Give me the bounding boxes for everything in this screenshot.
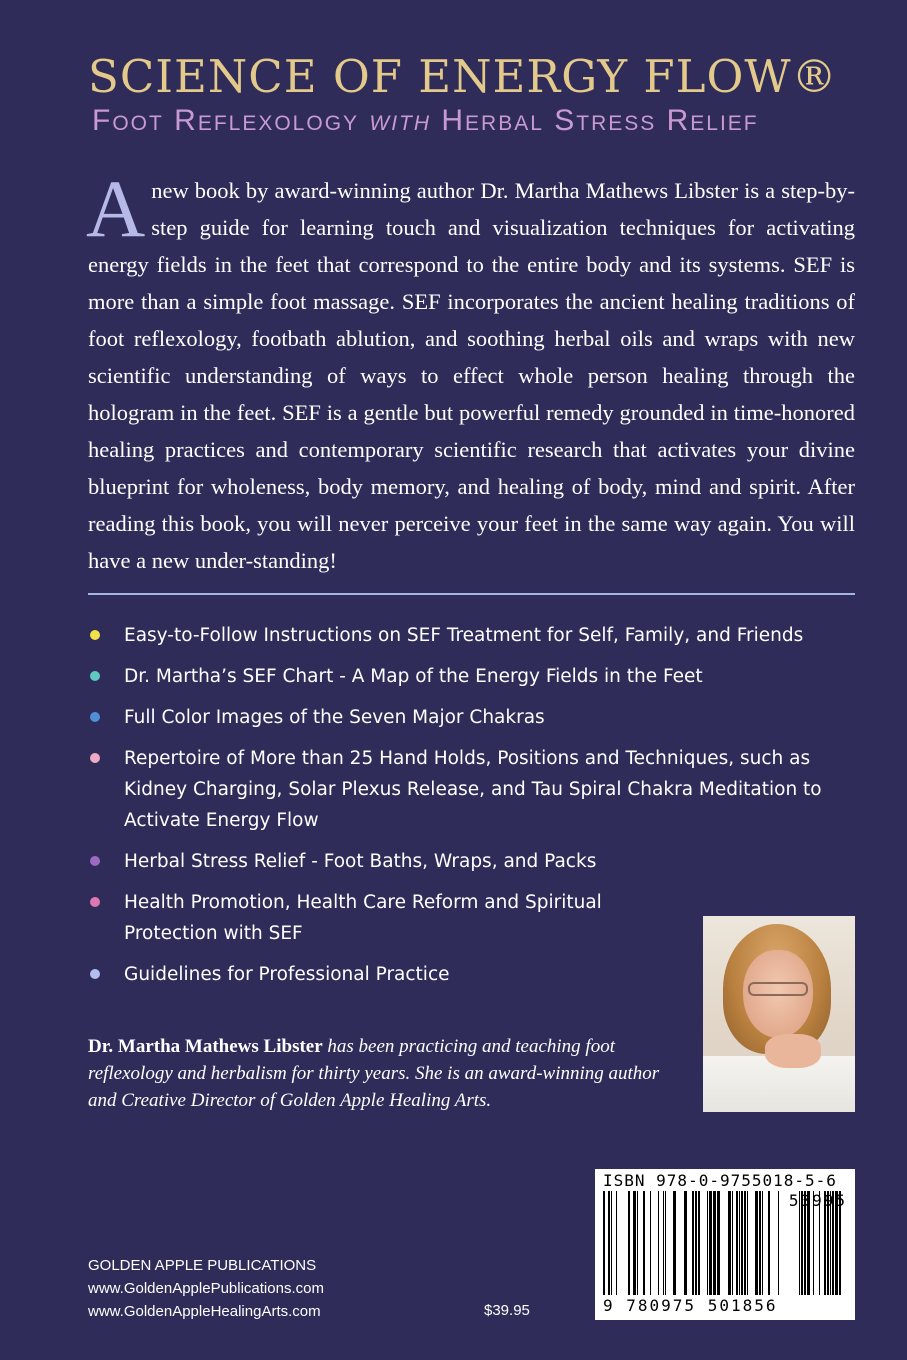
barcode-bar [665,1191,666,1295]
barcode-bar [707,1191,708,1295]
publisher-info [88,1254,324,1323]
barcode-bar [778,1191,779,1295]
feature-item [88,620,855,651]
barcode-bar [762,1191,763,1295]
barcode-bar [695,1191,697,1295]
price-code: 53995 [788,1191,847,1210]
bullet-dot-icon [90,630,100,640]
book-title: SCIENCE OF ENERGY FLOW® [88,50,838,103]
barcode-bar [616,1191,617,1295]
barcode-bar [739,1191,740,1295]
barcode-bar [637,1191,638,1295]
photo-glasses [748,982,808,996]
bullet-dot-icon [90,671,100,681]
barcode-bar [628,1191,630,1295]
subtitle-part-a: Foot Reflexology [92,104,370,137]
publisher-url-1: www.GoldenApplePublications.com [88,1280,324,1297]
feature-text: Repertoire of More than 25 Hand Holds, Positions and Techniques, such as Kidney Charging, Solar Plexus Release, and Tau Spiral Chakra Meditation to Activate Energy Flow [124,748,822,831]
barcode-bar [650,1191,651,1295]
barcode-bar [741,1191,743,1295]
barcode-bar [692,1191,694,1295]
author-photo [703,916,855,1112]
photo-hand [765,1034,821,1068]
ean-digits: 9 780975 501856 [603,1296,778,1315]
description-text: new book by award-winning author Dr. Martha Mathews Libster is a step-by-step guide for learning touch and visualization techniques for activating energy fields in the feet that correspond to the entire body and its systems. SEF is more than a simple foot massage. SEF incorporates the ancient healing traditions of foot reflexology, footbath ablution, and soothing herbal oils and wraps with new scientific understanding of ways to effect whole person healing through the hologram in the feet. SEF is a gentle but powerful remedy grounded in time-honored healing practices and contemporary scientific research that activates your divine blueprint for wholeness, body memory, and healing of body, mind and spirit. After reading this book, you will never perceive your feet in the same way again. You will have a new under-standing! [88,178,855,573]
barcode-bar [684,1191,687,1295]
feature-text: Herbal Stress Relief - Foot Baths, Wraps, and Packs [124,851,597,872]
barcode-bar [673,1191,676,1295]
author-bio [88,1033,668,1114]
barcode-bar [608,1191,610,1295]
barcode-bar [713,1191,716,1295]
bullet-dot-icon [90,897,100,907]
feature-item [88,887,644,949]
barcode-bar [717,1191,720,1295]
barcode-bar [736,1191,738,1295]
barcode-bar [759,1191,761,1295]
bullet-dot-icon [90,712,100,722]
barcode-bar [658,1191,659,1295]
feature-text: Easy-to-Follow Instructions on SEF Treatment for Self, Family, and Friends [124,625,804,646]
bullet-dot-icon [90,856,100,866]
isbn-text: ISBN 978-0-9755018-5-6 [603,1171,837,1190]
barcode-bar [732,1191,733,1295]
feature-text: Health Promotion, Health Care Reform and Spiritual Protection with SEF [124,892,602,944]
barcode-bar [611,1191,612,1295]
subtitle-part-b: Herbal Stress Relief [431,104,759,137]
publisher-url-2: www.GoldenAppleHealingArts.com [88,1303,321,1320]
barcode-bar [755,1191,758,1295]
barcode-bar [663,1191,664,1295]
barcode-box [595,1169,855,1320]
feature-text: Dr. Martha’s SEF Chart - A Map of the Energy Fields in the Feet [124,666,703,687]
feature-item [88,702,855,733]
barcode-bar [747,1191,748,1295]
barcode-bar [728,1191,731,1295]
barcode-bar [603,1191,605,1295]
price: $39.95 [484,1302,530,1319]
book-subtitle [92,104,872,138]
feature-item [88,661,855,692]
feature-text: Guidelines for Professional Practice [124,964,450,985]
divider [88,593,855,595]
barcode-bar [744,1191,746,1295]
barcode-bar [633,1191,636,1295]
feature-item [88,743,855,836]
bullet-dot-icon [90,969,100,979]
bullet-dot-icon [90,753,100,763]
author-bio-text: has been practicing and teaching foot reflexology and herbalism for thirty years. She is an award-winning author and Creative Director of Golden Apple Healing Arts. [88,1036,660,1111]
book-description [86,163,855,579]
barcode-bar [768,1191,770,1295]
subtitle-with: with [369,104,432,137]
feature-item [88,846,855,877]
feature-text: Full Color Images of the Seven Major Chakras [124,707,545,728]
author-name: Dr. Martha Mathews Libster [88,1036,323,1057]
barcode-bar [709,1191,712,1295]
publisher-name: GOLDEN APPLE PUBLICATIONS [88,1257,317,1274]
drop-cap: A [86,163,146,254]
barcode-bar [643,1191,645,1295]
barcode-bar [698,1191,700,1295]
